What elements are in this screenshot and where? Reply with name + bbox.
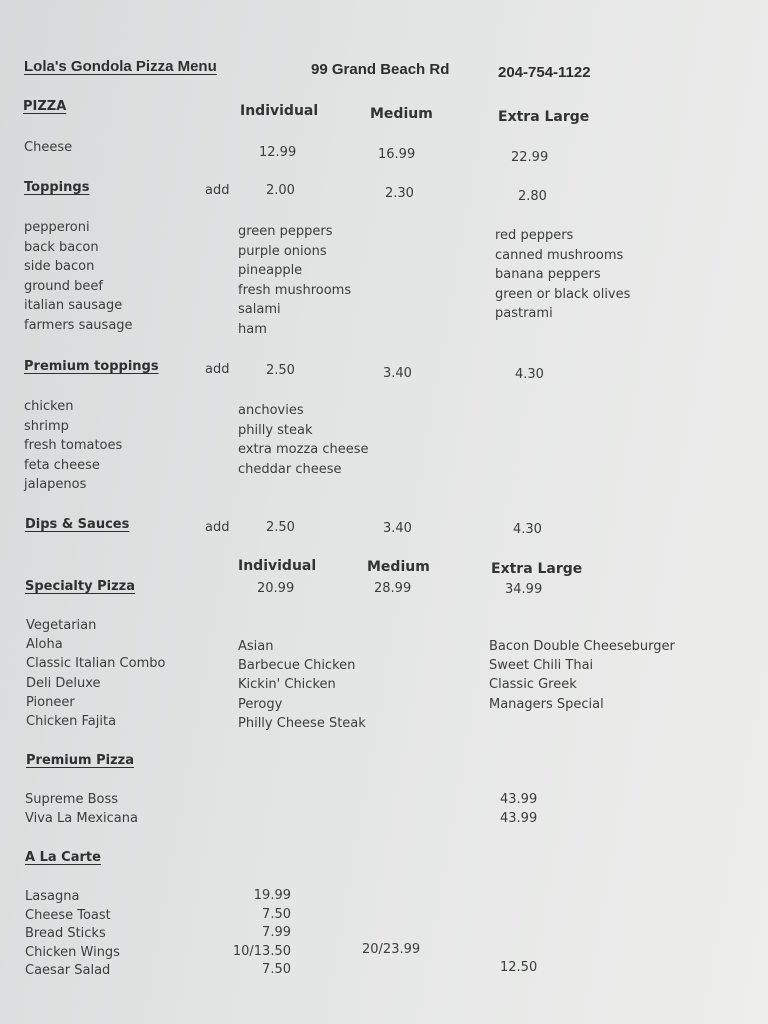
specialty-list-3 [489, 637, 675, 714]
toppings-heading: Toppings [24, 180, 90, 195]
list-item: canned mushrooms [495, 247, 624, 263]
toppings-list-1 [24, 218, 133, 336]
toppings-price-medium: 2.30 [385, 186, 414, 201]
dips-price-individual: 2.50 [266, 520, 295, 535]
premium-toppings-list-1 [24, 397, 122, 495]
list-item: fresh tomatoes [24, 438, 123, 454]
specialty-size-header-extra-large: Extra Large [491, 561, 583, 577]
list-item: Pioneer [26, 694, 75, 710]
caesar-salad-extra-large-price: 12.50 [500, 960, 538, 975]
dips-price-extra-large: 4.30 [513, 522, 542, 537]
list-item: shrimp [24, 418, 69, 434]
list-item: Deli Deluxe [26, 675, 101, 691]
premium-toppings-heading: Premium toppings [24, 359, 159, 374]
toppings-list-3 [495, 226, 630, 324]
list-item: red peppers [495, 228, 574, 243]
list-item: ham [238, 321, 267, 337]
list-item: Chicken Wings [25, 944, 120, 960]
a-la-carte-individual-prices [230, 887, 291, 980]
list-item: philly steak [238, 422, 313, 438]
list-item: farmers sausage [24, 317, 133, 333]
toppings-price-extra-large: 2.80 [518, 189, 547, 204]
list-item: 7.50 [262, 906, 291, 922]
list-item: 10/13.50 [232, 943, 291, 959]
menu-title: Lola's Gondola Pizza Menu [24, 58, 217, 75]
list-item: Aloha [26, 637, 63, 653]
list-item: italian sausage [24, 298, 123, 314]
list-item: back bacon [24, 239, 99, 255]
list-item: 19.99 [253, 888, 291, 903]
list-item: extra mozza cheese [238, 442, 369, 458]
list-item: 7.50 [262, 962, 291, 978]
premium-toppings-price-extra-large: 4.30 [515, 367, 544, 382]
specialty-price-individual: 20.99 [257, 581, 295, 596]
list-item: Cheese Toast [25, 907, 111, 923]
list-item: purple onions [238, 243, 327, 259]
specialty-price-extra-large: 34.99 [505, 582, 543, 597]
specialty-heading: Specialty Pizza [25, 579, 135, 594]
list-item: Classic Italian Combo [26, 656, 166, 672]
premium-pizza-item-name: Viva La Mexicana [25, 811, 138, 826]
list-item: jalapenos [24, 477, 87, 493]
list-item: ground beef [24, 278, 103, 294]
premium-toppings-list-2 [238, 401, 369, 479]
list-item: cheddar cheese [238, 461, 342, 477]
address: 99 Grand Beach Rd [311, 61, 450, 78]
specialty-list-2 [238, 637, 366, 733]
size-header-extra-large: Extra Large [498, 109, 590, 125]
toppings-price-individual: 2.00 [266, 183, 295, 198]
premium-pizza-item-price: 43.99 [500, 811, 538, 826]
premium-toppings-add: add [205, 362, 230, 377]
dips-add: add [205, 520, 230, 535]
list-item: Caesar Salad [25, 963, 111, 979]
list-item: green peppers [238, 224, 333, 239]
size-header-individual: Individual [240, 103, 319, 119]
list-item: green or black olives [495, 286, 631, 302]
a-la-carte-heading: A La Carte [25, 850, 101, 865]
list-item: Barbecue Chicken [238, 658, 356, 674]
list-item: Perogy [238, 696, 283, 712]
dips-price-medium: 3.40 [383, 521, 412, 536]
premium-toppings-price-individual: 2.50 [266, 363, 295, 378]
list-item: 7.99 [262, 925, 291, 941]
list-item: chicken [24, 399, 74, 414]
specialty-list-1 [26, 616, 165, 731]
specialty-size-header-medium: Medium [367, 559, 430, 575]
cheese-price-medium: 16.99 [378, 147, 416, 162]
a-la-carte-names [25, 888, 120, 981]
list-item: side bacon [24, 259, 95, 275]
list-item: Classic Greek [489, 677, 577, 693]
list-item: fresh mushrooms [238, 282, 352, 298]
list-item: Managers Special [489, 696, 604, 712]
list-item: Lasagna [25, 889, 80, 904]
list-item: pepperoni [24, 220, 90, 235]
list-item: Kickin' Chicken [238, 677, 336, 693]
size-header-medium: Medium [370, 106, 433, 122]
list-item: Bacon Double Cheeseburger [489, 639, 675, 654]
premium-toppings-price-medium: 3.40 [383, 366, 412, 381]
list-item: Bread Sticks [25, 926, 106, 942]
toppings-list-2 [238, 222, 351, 340]
list-item: Chicken Fajita [26, 714, 117, 730]
dips-heading: Dips & Sauces [25, 517, 130, 532]
cheese-price-individual: 12.99 [259, 145, 297, 160]
list-item: Vegetarian [26, 618, 97, 633]
specialty-size-header-individual: Individual [238, 558, 317, 574]
list-item: pastrami [495, 306, 553, 322]
premium-pizza-item-name: Supreme Boss [25, 792, 119, 807]
list-item: pineapple [238, 263, 303, 279]
specialty-price-medium: 28.99 [374, 581, 412, 596]
list-item: Philly Cheese Steak [238, 715, 366, 731]
premium-pizza-heading: Premium Pizza [26, 753, 134, 768]
list-item: banana peppers [495, 267, 601, 283]
toppings-add: add [205, 183, 230, 198]
list-item: Asian [238, 639, 274, 654]
list-item: feta cheese [24, 457, 100, 473]
cheese-price-extra-large: 22.99 [511, 150, 549, 165]
phone: 204-754-1122 [498, 64, 591, 81]
chicken-wings-medium-price: 20/23.99 [362, 942, 421, 957]
pizza-heading: PIZZA [23, 99, 67, 114]
list-item: salami [238, 302, 281, 318]
cheese-label: Cheese [24, 140, 73, 155]
premium-pizza-item-price: 43.99 [500, 792, 538, 807]
list-item: anchovies [238, 403, 304, 418]
list-item: Sweet Chili Thai [489, 658, 594, 674]
